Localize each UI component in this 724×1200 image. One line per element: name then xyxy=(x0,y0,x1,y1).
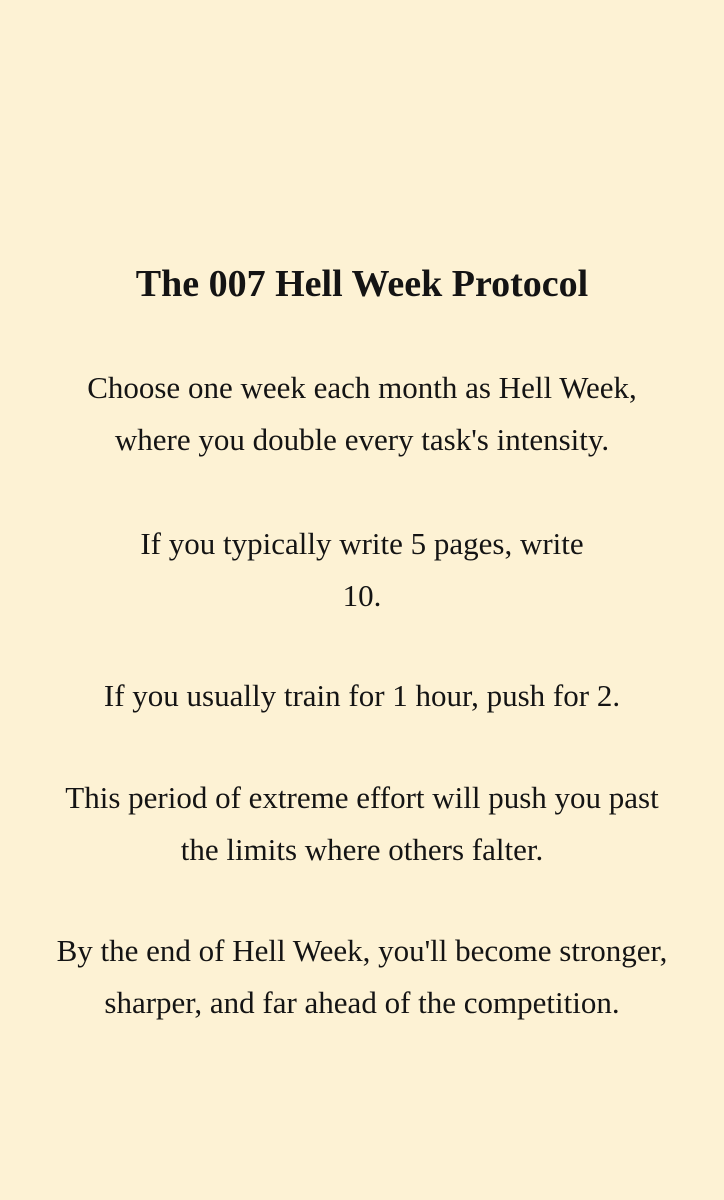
paragraph-line: If you usually train for 1 hour, push for 2. xyxy=(103,678,621,713)
paragraph-line: sharper, and far ahead of the competition. xyxy=(104,985,620,1020)
paragraph-outcome xyxy=(0,925,724,1029)
paragraph-hell-week-definition xyxy=(0,362,724,466)
paragraph-line: If you typically write 5 pages, write xyxy=(140,526,584,561)
paragraph-line: where you double every task's intensity. xyxy=(114,422,610,457)
paragraph-line: This period of extreme effort will push you past xyxy=(65,780,659,815)
paragraph-line: 10. xyxy=(342,578,382,613)
paragraph-extreme-effort xyxy=(0,772,724,876)
page-title: The 007 Hell Week Protocol xyxy=(135,263,589,305)
paragraph-line: By the end of Hell Week, you'll become stronger, xyxy=(56,933,668,968)
paragraph-line: Choose one week each month as Hell Week, xyxy=(87,370,637,405)
paragraph-writing-example xyxy=(0,518,724,622)
paragraph-training-example xyxy=(0,670,724,722)
paragraph-line: the limits where others falter. xyxy=(180,832,544,867)
